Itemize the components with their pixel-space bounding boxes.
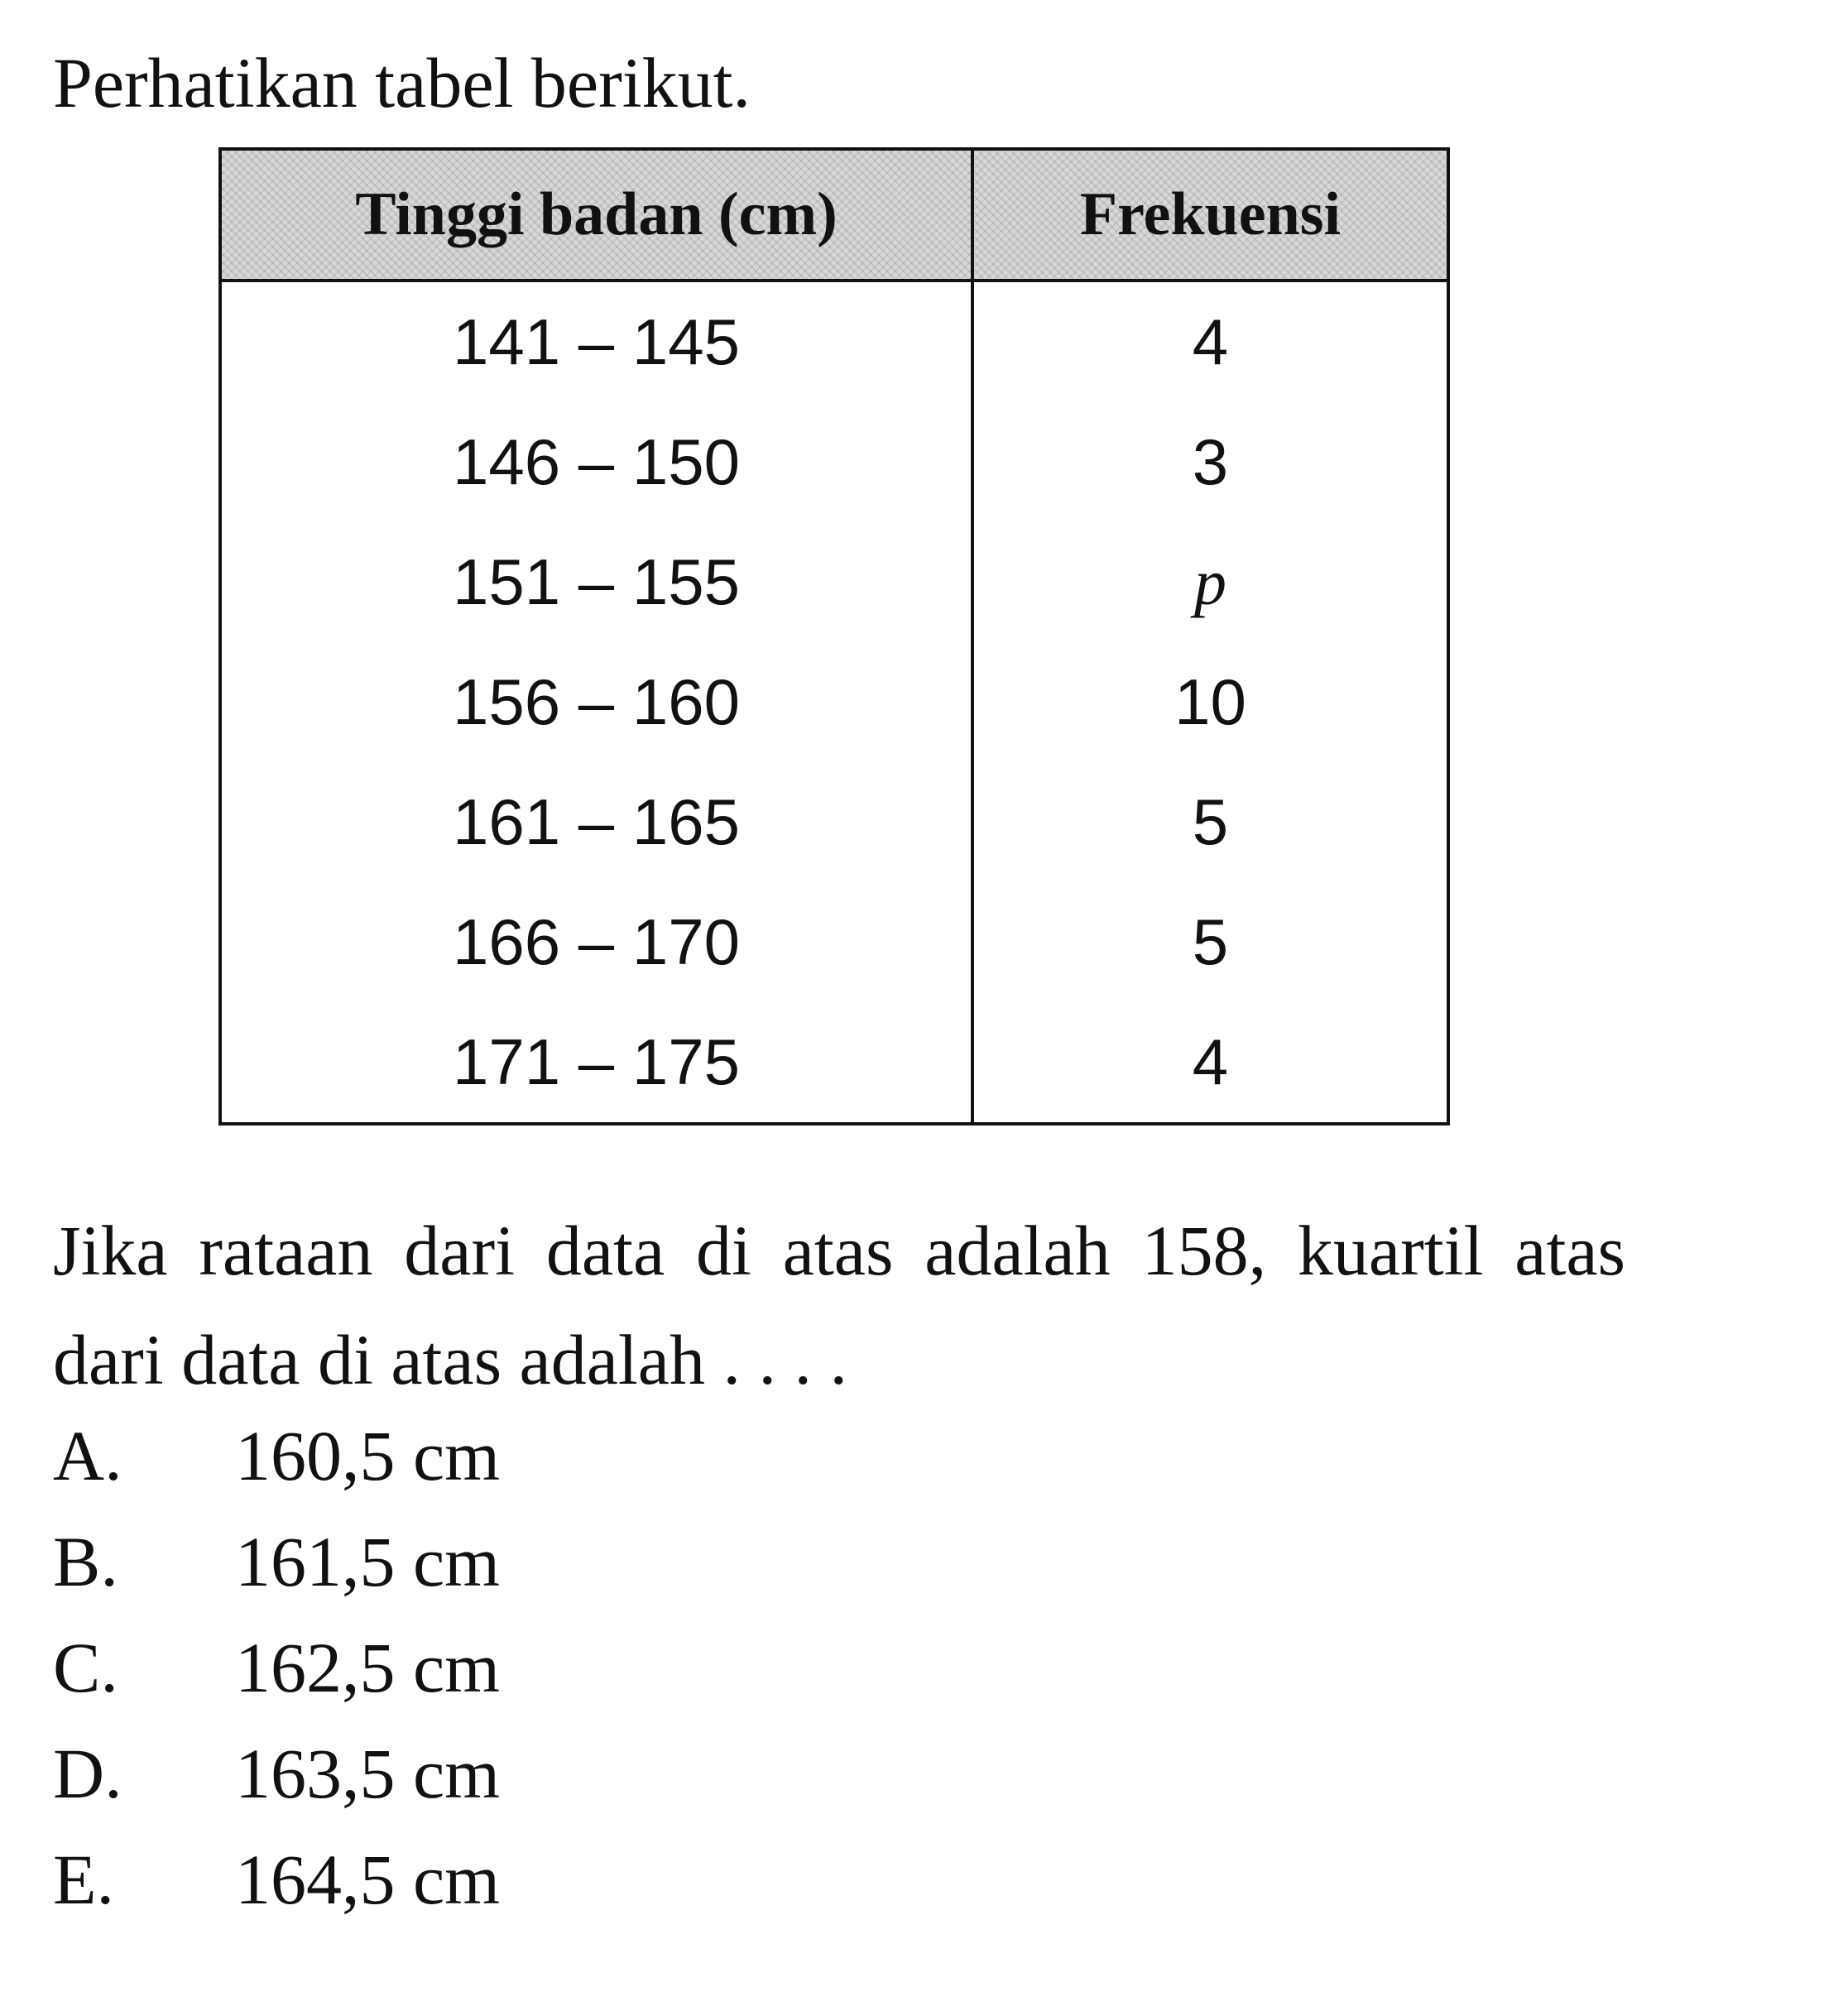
frequency-cell: 5	[972, 762, 1448, 882]
option-letter: D.	[53, 1734, 122, 1813]
question-text: Jika rataan dari data di atas adalah 158, kuartil atas dari data di atas adalah . . . .	[53, 1211, 1625, 1399]
option-value: 164,5 cm	[235, 1840, 501, 1919]
range-cell: 166 – 170	[220, 882, 972, 1002]
table-row	[220, 762, 1448, 882]
option-b[interactable]	[53, 1509, 500, 1615]
option-value: 160,5 cm	[235, 1416, 501, 1495]
option-d[interactable]	[53, 1721, 500, 1826]
table-row	[220, 281, 1448, 402]
option-a[interactable]	[53, 1403, 500, 1509]
frequency-cell: 4	[972, 281, 1448, 402]
option-e[interactable]	[53, 1826, 500, 1932]
header-frequency: Frekuensi	[972, 149, 1448, 281]
option-value: 162,5 cm	[235, 1628, 501, 1707]
frequency-cell: 4	[972, 1002, 1448, 1124]
intro-text: Perhatikan tabel berikut.	[53, 43, 751, 122]
range-cell: 141 – 145	[220, 281, 972, 402]
range-cell: 151 – 155	[220, 522, 972, 642]
option-value: 161,5 cm	[235, 1522, 501, 1601]
option-value: 163,5 cm	[235, 1734, 501, 1813]
table-row	[220, 402, 1448, 522]
range-cell: 161 – 165	[220, 762, 972, 882]
table-row	[220, 642, 1448, 762]
table-header-row	[220, 149, 1448, 281]
frequency-table	[218, 147, 1450, 1125]
frequency-cell: 3	[972, 402, 1448, 522]
table-row	[220, 522, 1448, 642]
option-letter: B.	[53, 1522, 118, 1601]
answer-options	[53, 1403, 500, 1932]
range-cell: 156 – 160	[220, 642, 972, 762]
frequency-cell: 10	[972, 642, 1448, 762]
option-letter: C.	[53, 1628, 118, 1707]
table-row	[220, 1002, 1448, 1124]
frequency-cell: 5	[972, 882, 1448, 1002]
option-c[interactable]	[53, 1615, 500, 1721]
header-height: Tinggi badan (cm)	[220, 149, 972, 281]
table-row	[220, 882, 1448, 1002]
range-cell: 171 – 175	[220, 1002, 972, 1124]
range-cell: 146 – 150	[220, 402, 972, 522]
option-letter: A.	[53, 1416, 122, 1495]
option-letter: E.	[53, 1840, 115, 1919]
frequency-cell: p	[972, 522, 1448, 642]
